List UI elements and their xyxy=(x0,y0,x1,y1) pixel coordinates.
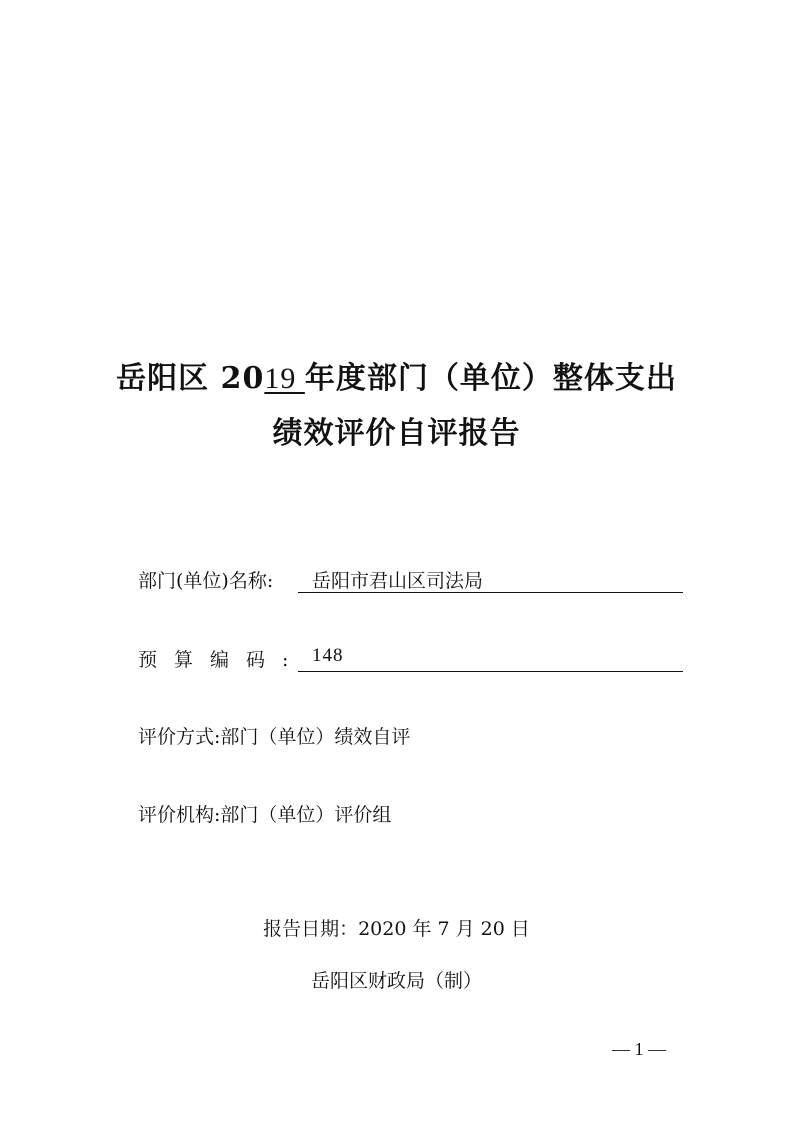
budget-code-value: 148 xyxy=(312,645,344,666)
evaluation-agency-value: 部门（单位）评价组 xyxy=(220,804,392,826)
evaluation-method-row xyxy=(138,722,410,749)
evaluation-agency-row xyxy=(138,800,391,827)
report-title-line-2: 绩效评价自评报告 xyxy=(272,416,521,451)
evaluation-method-value: 部门（单位）绩效自评 xyxy=(220,726,411,748)
budget-code-row xyxy=(138,645,344,672)
title-year-underlined: 19 xyxy=(264,362,305,395)
budget-code-label: 预算编码: xyxy=(138,649,306,671)
unit-name-value: 岳阳市君山区司法局 xyxy=(312,570,484,592)
title-suffix: 年度部门（单位）整体支出 xyxy=(304,361,677,396)
unit-name-blank xyxy=(298,566,683,593)
budget-code-blank xyxy=(298,645,683,672)
report-title-line-1 xyxy=(0,353,793,397)
issuer: 岳阳区财政局（制） xyxy=(310,970,482,992)
unit-name-row xyxy=(138,566,484,593)
unit-name-label: 部门(单位)名称: xyxy=(138,570,274,592)
report-date: 报告日期：2020 年 7 月 20 日 xyxy=(263,918,530,940)
page-number: — 1 — xyxy=(612,1039,666,1059)
title-prefix: 岳阳区 20 xyxy=(116,361,265,396)
evaluation-agency-label: 评价机构: xyxy=(138,804,221,826)
evaluation-method-label: 评价方式: xyxy=(138,726,221,748)
